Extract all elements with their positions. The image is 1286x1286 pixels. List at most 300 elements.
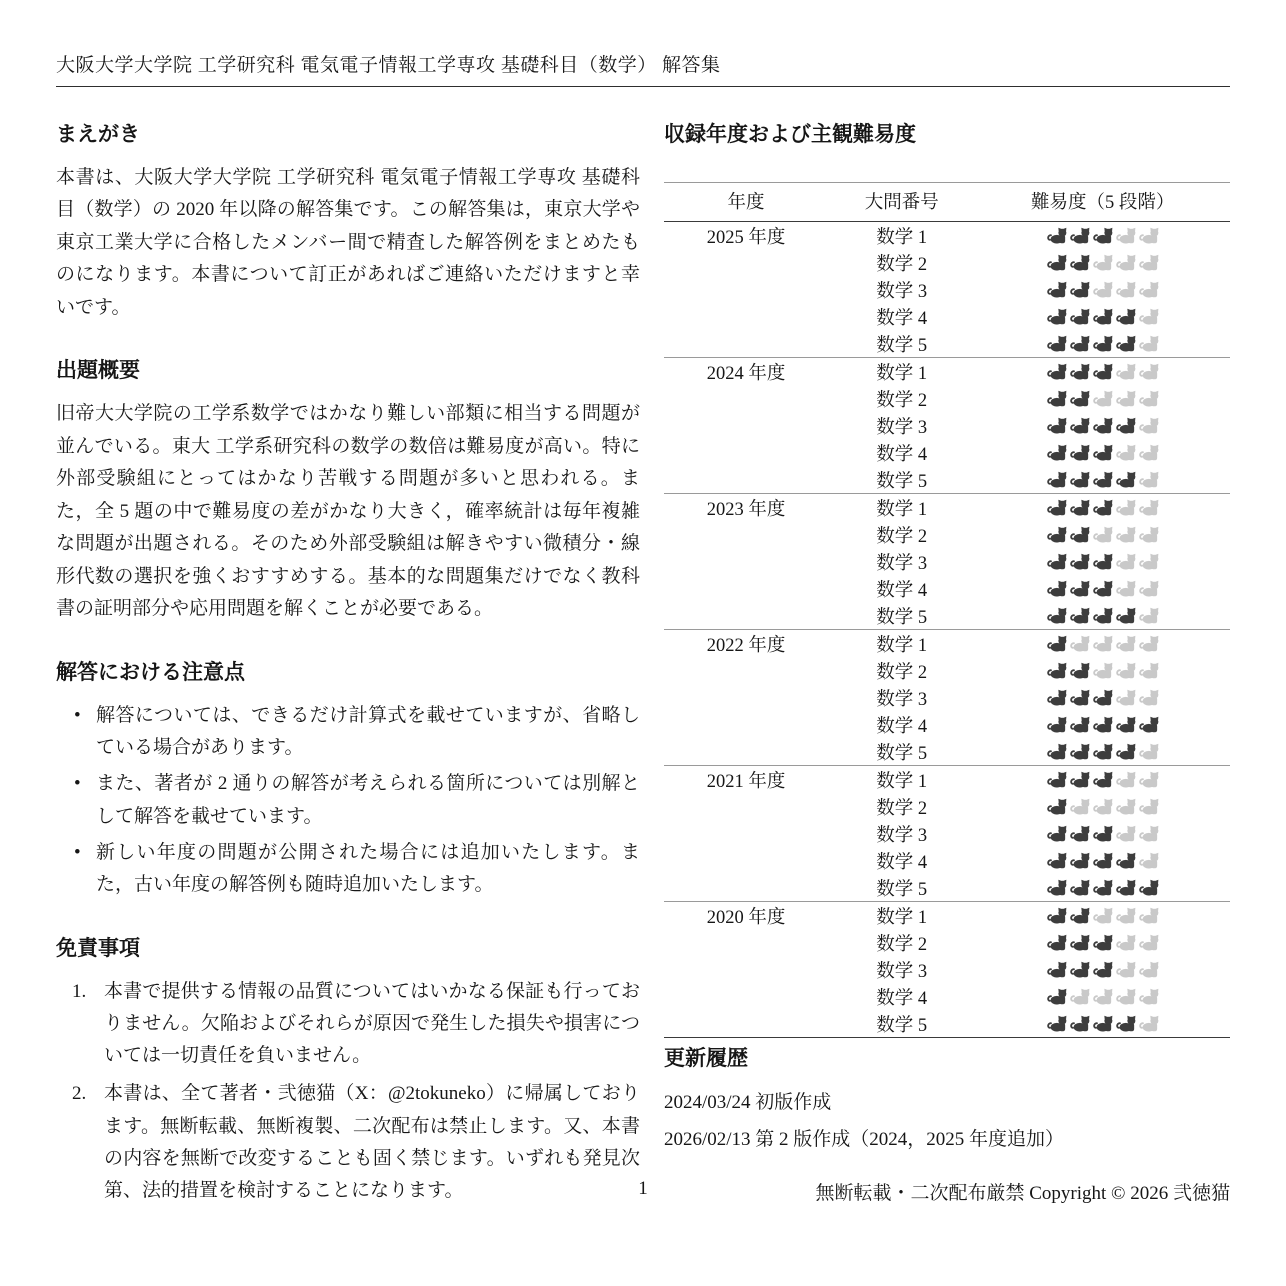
cat-icon	[1138, 689, 1159, 706]
problem-cell: 数学 3	[876, 689, 928, 710]
year-cell	[664, 249, 828, 276]
rating-cell	[975, 358, 1230, 386]
cat-icon	[1069, 716, 1090, 733]
cat-icon	[1092, 553, 1113, 570]
table-row	[664, 222, 1230, 250]
list-item: • 解答については、できるだけ計算式を載せていますが、省略している場合があります。	[96, 700, 640, 765]
cat-icon	[1069, 798, 1090, 815]
year-cell	[664, 330, 828, 358]
header-title: 大阪大学大学院 工学研究科 電気電子情報工学専攻 基礎科目（数学） 解答集	[56, 55, 721, 76]
table-row	[664, 1010, 1230, 1038]
cat-icon	[1046, 907, 1067, 924]
table-row	[664, 521, 1230, 548]
cat-icon	[1092, 798, 1113, 815]
table-row	[664, 983, 1230, 1010]
year-cell: 2025 年度	[706, 227, 786, 248]
cat-icon	[1138, 879, 1159, 896]
cat-icon	[1115, 961, 1136, 978]
cat-icon	[1046, 689, 1067, 706]
rating-cell	[975, 575, 1230, 602]
rating-cell	[975, 276, 1230, 303]
cat-icon	[1046, 662, 1067, 679]
cat-icon	[1069, 444, 1090, 461]
cat-icon	[1069, 825, 1090, 842]
cat-icon	[1092, 1015, 1113, 1032]
cat-icon	[1092, 961, 1113, 978]
year-cell	[664, 956, 828, 983]
table-row	[664, 738, 1230, 766]
rating-cell	[975, 548, 1230, 575]
table-row	[664, 956, 1230, 983]
right-column	[664, 114, 1230, 1214]
year-cell	[664, 738, 828, 766]
table-row	[664, 466, 1230, 494]
difficulty-table-head	[664, 183, 1230, 222]
year-cell: 2022 年度	[664, 630, 828, 658]
cat-icon	[1046, 281, 1067, 298]
cat-icon	[1092, 471, 1113, 488]
year-cell	[664, 575, 828, 602]
problem-cell: 数学 4	[876, 444, 928, 465]
cat-icon	[1069, 662, 1090, 679]
problem-cell: 数学 2	[876, 934, 928, 955]
difficulty-table-body	[664, 222, 1230, 1038]
history-entry: 2024/03/24 初版作成	[664, 1092, 832, 1113]
problem-cell: 数学 4	[876, 716, 928, 737]
cat-icon	[1138, 363, 1159, 380]
table-row	[664, 684, 1230, 711]
cat-icon	[1046, 417, 1067, 434]
cat-icon	[1092, 526, 1113, 543]
cat-icon	[1138, 553, 1159, 570]
problem-cell: 数学 3	[876, 281, 928, 302]
cat-icon	[1115, 771, 1136, 788]
cat-icon	[1115, 662, 1136, 679]
running-header	[56, 50, 1230, 87]
cat-icon	[1092, 444, 1113, 461]
cat-icon	[1138, 1015, 1159, 1032]
problem-cell: 数学 5	[876, 879, 928, 900]
problem-cell: 数学 2	[876, 254, 928, 275]
rating-cell	[975, 466, 1230, 494]
problem-cell: 数学 4	[876, 852, 928, 873]
problem-cell: 数学 5	[876, 607, 928, 628]
cat-icon	[1046, 879, 1067, 896]
cat-icon	[1046, 553, 1067, 570]
cat-icon	[1046, 825, 1067, 842]
cat-icon	[1046, 961, 1067, 978]
cat-icon	[1092, 227, 1113, 244]
cat-icon	[1138, 580, 1159, 597]
table-row	[664, 249, 1230, 276]
cat-icon	[1069, 363, 1090, 380]
year-cell: 2024 年度	[664, 358, 828, 386]
cat-icon	[1092, 335, 1113, 352]
cat-icon	[1115, 499, 1136, 516]
cat-icon	[1092, 825, 1113, 842]
table-row	[664, 630, 1230, 658]
year-cell	[664, 929, 828, 956]
cat-icon	[1138, 961, 1159, 978]
problem-cell: 数学 3	[876, 417, 928, 438]
cat-icon	[1069, 227, 1090, 244]
problem-cell: 数学 4	[876, 988, 928, 1009]
cat-icon	[1115, 417, 1136, 434]
cat-icon	[1115, 879, 1136, 896]
rating-cell	[975, 412, 1230, 439]
rating-cell	[975, 684, 1230, 711]
cat-icon	[1138, 526, 1159, 543]
year-cell	[664, 439, 828, 466]
cat-icon	[1138, 907, 1159, 924]
rating-cell	[975, 222, 1230, 250]
table-row	[664, 412, 1230, 439]
cat-icon	[1069, 743, 1090, 760]
cat-icon	[1115, 716, 1136, 733]
table-row	[664, 711, 1230, 738]
cat-icon	[1115, 852, 1136, 869]
problem-cell: 数学 5	[876, 471, 928, 492]
overview-paragraph: 旧帝大大学院の工学系数学ではかなり難しい部類に相当する問題が並んでいる。東大 工学系研究科の数学の数倍は難易度が高い。特に外部受験組にとってはかなり苦戦する問題が多いと思われる。また，全 5 題の中で難易度の差がかなり大きく，確率統計は毎年複雑な問題が出題される。そのため外部受験組は解きやすい微積分・線形代数の選択を強くおすすめする。基本的な問題集だけでなく教科書の証明部分や応用問題を解くことが必要である。	[56, 403, 640, 620]
cat-icon	[1046, 1015, 1067, 1032]
cat-icon	[1115, 526, 1136, 543]
section-heading-disclaimer: 免責事項	[56, 936, 140, 960]
year-cell	[664, 303, 828, 330]
col-header-year: 年度	[664, 183, 828, 222]
problem-cell: 数学 3	[876, 553, 928, 574]
problem-cell: 数学 3	[876, 961, 928, 982]
cat-icon	[1138, 254, 1159, 271]
content-columns	[56, 114, 1230, 1214]
cat-icon	[1138, 716, 1159, 733]
cat-icon	[1138, 308, 1159, 325]
cat-icon	[1046, 934, 1067, 951]
rating-cell	[975, 956, 1230, 983]
table-row	[664, 820, 1230, 847]
table-row	[664, 793, 1230, 820]
cat-icon	[1115, 335, 1136, 352]
cat-icon	[1138, 227, 1159, 244]
problem-cell: 数学 1	[876, 227, 928, 248]
cat-icon	[1138, 934, 1159, 951]
year-cell	[664, 874, 828, 902]
rating-cell	[975, 983, 1230, 1010]
problem-cell: 数学 4	[876, 580, 928, 601]
cat-icon	[1046, 390, 1067, 407]
table-header-row	[664, 183, 1230, 222]
cat-icon	[1115, 254, 1136, 271]
cat-icon	[1138, 988, 1159, 1005]
cat-icon	[1115, 907, 1136, 924]
preface-paragraph: 本書は、大阪大学大学院 工学研究科 電気電子情報工学専攻 基礎科目（数学）の 2020 年以降の解答集です。この解答集は，東京大学や東京工業大学に合格したメンバー間で精査した解答例をまとめたものになります。本書について訂正があればご連絡いただけますと幸いです。	[56, 167, 640, 318]
cat-icon	[1092, 907, 1113, 924]
cat-icon	[1138, 825, 1159, 842]
cat-icon	[1046, 580, 1067, 597]
problem-cell: 数学 5	[876, 1015, 928, 1036]
problem-cell: 数学 5	[876, 743, 928, 764]
cat-icon	[1115, 1015, 1136, 1032]
problem-cell: 数学 2	[876, 798, 928, 819]
cat-icon	[1092, 689, 1113, 706]
cat-icon	[1138, 662, 1159, 679]
disclaimer-list	[56, 976, 640, 1208]
cat-icon	[1069, 417, 1090, 434]
rating-cell	[975, 766, 1230, 794]
section-heading-preface: まえがき	[56, 123, 140, 146]
cat-icon	[1069, 281, 1090, 298]
cat-icon	[1069, 1015, 1090, 1032]
cat-icon	[1046, 743, 1067, 760]
cat-icon	[1046, 771, 1067, 788]
cat-icon	[1069, 607, 1090, 624]
year-cell	[664, 847, 828, 874]
left-column	[56, 114, 640, 1214]
rating-cell	[975, 820, 1230, 847]
table-row	[664, 358, 1230, 386]
year-cell	[664, 657, 828, 684]
year-cell	[664, 711, 828, 738]
cat-icon	[1138, 635, 1159, 652]
notes-list	[56, 700, 640, 902]
cat-icon	[1069, 852, 1090, 869]
rating-cell	[975, 494, 1230, 522]
cat-icon	[1138, 743, 1159, 760]
year-cell: 2021 年度	[664, 766, 828, 794]
cat-icon	[1092, 771, 1113, 788]
difficulty-table	[664, 182, 1230, 1038]
cat-icon	[1138, 499, 1159, 516]
cat-icon	[1092, 580, 1113, 597]
cat-icon	[1046, 635, 1067, 652]
year-cell: 2023 年度	[664, 494, 828, 522]
cat-icon	[1115, 798, 1136, 815]
cat-icon	[1069, 907, 1090, 924]
year-cell	[664, 412, 828, 439]
cat-icon	[1115, 227, 1136, 244]
cat-icon	[1115, 363, 1136, 380]
cat-icon	[1138, 471, 1159, 488]
cat-icon	[1115, 635, 1136, 652]
year-cell	[664, 1010, 828, 1038]
problem-cell: 数学 4	[876, 308, 928, 329]
year-cell: 2020 年度	[664, 902, 828, 930]
cat-icon	[1046, 227, 1067, 244]
cat-icon	[1069, 689, 1090, 706]
cat-icon	[1046, 852, 1067, 869]
cat-icon	[1138, 771, 1159, 788]
cat-icon	[1092, 254, 1113, 271]
copyright-notice: 無断転載・二次配布厳禁 Copyright © 2026 弐徳猫	[815, 1183, 1230, 1204]
cat-icon	[1069, 988, 1090, 1005]
year-cell	[664, 521, 828, 548]
table-row	[664, 874, 1230, 902]
cat-icon	[1138, 798, 1159, 815]
cat-icon	[1092, 662, 1113, 679]
cat-icon	[1069, 771, 1090, 788]
cat-icon	[1046, 335, 1067, 352]
cat-icon	[1092, 363, 1113, 380]
cat-icon	[1069, 553, 1090, 570]
problem-cell: 数学 1	[828, 494, 975, 522]
col-header-problem: 大問番号	[828, 183, 975, 222]
problem-cell: 数学 2	[876, 390, 928, 411]
table-row	[664, 494, 1230, 522]
rating-cell	[975, 521, 1230, 548]
cat-icon	[1069, 526, 1090, 543]
table-row	[664, 303, 1230, 330]
cat-icon	[1092, 390, 1113, 407]
cat-icon	[1138, 335, 1159, 352]
cat-icon	[1115, 281, 1136, 298]
cat-icon	[1115, 689, 1136, 706]
cat-icon	[1092, 635, 1113, 652]
rating-cell	[975, 303, 1230, 330]
rating-cell	[975, 330, 1230, 358]
cat-icon	[1092, 934, 1113, 951]
cat-icon	[1138, 607, 1159, 624]
cat-icon	[1115, 580, 1136, 597]
cat-icon	[1069, 580, 1090, 597]
problem-cell: 数学 1	[828, 766, 975, 794]
update-history	[664, 1042, 1230, 1157]
rating-cell	[975, 902, 1230, 930]
problem-cell: 数学 1	[828, 358, 975, 386]
year-cell	[664, 466, 828, 494]
cat-icon	[1046, 526, 1067, 543]
cat-icon	[1069, 308, 1090, 325]
cat-icon	[1046, 988, 1067, 1005]
year-cell	[664, 276, 828, 303]
rating-cell	[975, 711, 1230, 738]
cat-icon	[1069, 471, 1090, 488]
cat-icon	[1115, 444, 1136, 461]
cat-icon	[1092, 308, 1113, 325]
table-row	[664, 847, 1230, 874]
year-cell	[664, 548, 828, 575]
rating-cell	[975, 847, 1230, 874]
rating-cell	[975, 385, 1230, 412]
problem-cell: 数学 1	[828, 902, 975, 930]
problem-cell: 数学 5	[876, 335, 928, 356]
cat-icon	[1046, 716, 1067, 733]
cat-icon	[1069, 961, 1090, 978]
table-title: 収録年度および主観難易度	[664, 123, 916, 146]
year-cell	[664, 820, 828, 847]
cat-icon	[1046, 471, 1067, 488]
year-cell	[664, 385, 828, 412]
cat-icon	[1069, 879, 1090, 896]
rating-cell	[975, 793, 1230, 820]
table-row	[664, 276, 1230, 303]
cat-icon	[1138, 281, 1159, 298]
table-row	[664, 929, 1230, 956]
cat-icon	[1069, 390, 1090, 407]
cat-icon	[1046, 308, 1067, 325]
rating-cell	[975, 1010, 1230, 1038]
cat-icon	[1069, 499, 1090, 516]
cat-icon	[1138, 852, 1159, 869]
cat-icon	[1092, 852, 1113, 869]
section-heading-notes: 解答における注意点	[56, 660, 245, 684]
cat-icon	[1046, 798, 1067, 815]
rating-cell	[975, 874, 1230, 902]
list-item: 本書で提供する情報の品質についてはいかなる保証も行っておりません。欠陥およびそれらが原因で発生した損失や損害については一切責任を負いません。	[104, 980, 640, 1067]
rating-cell	[975, 630, 1230, 658]
history-heading: 更新履歴	[664, 1047, 748, 1070]
table-row	[664, 575, 1230, 602]
cat-icon	[1115, 607, 1136, 624]
cat-icon	[1138, 444, 1159, 461]
page-number: 1	[638, 1178, 648, 1199]
cat-icon	[1092, 607, 1113, 624]
table-row	[664, 548, 1230, 575]
cat-icon	[1046, 363, 1067, 380]
rating-cell	[975, 738, 1230, 766]
cat-icon	[1046, 607, 1067, 624]
list-item: • また、著者が 2 通りの解答が考えられる箇所については別解として解答を載せています。	[96, 768, 640, 833]
cat-icon	[1115, 934, 1136, 951]
section-heading-overview: 出題概要	[56, 359, 140, 383]
rating-cell	[975, 602, 1230, 630]
cat-icon	[1069, 335, 1090, 352]
cat-icon	[1092, 499, 1113, 516]
problem-cell: 数学 2	[876, 526, 928, 547]
cat-icon	[1115, 390, 1136, 407]
table-row	[664, 766, 1230, 794]
table-row	[664, 330, 1230, 358]
cat-icon	[1092, 988, 1113, 1005]
year-cell	[664, 983, 828, 1010]
year-cell	[664, 793, 828, 820]
list-item: • 新しい年度の問題が公開された場合には追加いたします。また，古い年度の解答例も随時追加いたします。	[96, 837, 640, 902]
year-cell	[664, 684, 828, 711]
cat-icon	[1115, 825, 1136, 842]
cat-icon	[1115, 743, 1136, 760]
problem-cell: 数学 2	[876, 662, 928, 683]
cat-icon	[1092, 879, 1113, 896]
table-row	[664, 385, 1230, 412]
rating-cell	[975, 249, 1230, 276]
page-footer	[56, 1178, 1230, 1208]
cat-icon	[1138, 417, 1159, 434]
cat-icon	[1115, 471, 1136, 488]
cat-icon	[1046, 254, 1067, 271]
cat-icon	[1046, 499, 1067, 516]
cat-icon	[1046, 444, 1067, 461]
cat-icon	[1138, 390, 1159, 407]
cat-icon	[1069, 635, 1090, 652]
table-row	[664, 439, 1230, 466]
list-item: 本書は、全て著者・弐徳猫（X：@2tokuneko）に帰属しております。無断転載、無断複製、二次配布は禁止します。又、本書の内容を無断で改変することも固く禁じます。いずれも発見次第、法的措置を検討することになります。	[104, 1083, 640, 1202]
rating-cell	[975, 439, 1230, 466]
problem-cell: 数学 1	[828, 630, 975, 658]
table-row	[664, 657, 1230, 684]
rating-cell	[975, 657, 1230, 684]
cat-icon	[1069, 254, 1090, 271]
year-cell	[664, 602, 828, 630]
cat-icon	[1115, 553, 1136, 570]
cat-icon	[1115, 308, 1136, 325]
table-row	[664, 602, 1230, 630]
history-entry: 2026/02/13 第 2 版作成（2024，2025 年度追加）	[664, 1129, 1065, 1151]
problem-cell: 数学 3	[876, 825, 928, 846]
table-row	[664, 902, 1230, 930]
cat-icon	[1092, 716, 1113, 733]
cat-icon	[1092, 417, 1113, 434]
rating-cell	[975, 929, 1230, 956]
cat-icon	[1092, 743, 1113, 760]
col-header-difficulty: 難易度（5 段階）	[975, 183, 1230, 222]
